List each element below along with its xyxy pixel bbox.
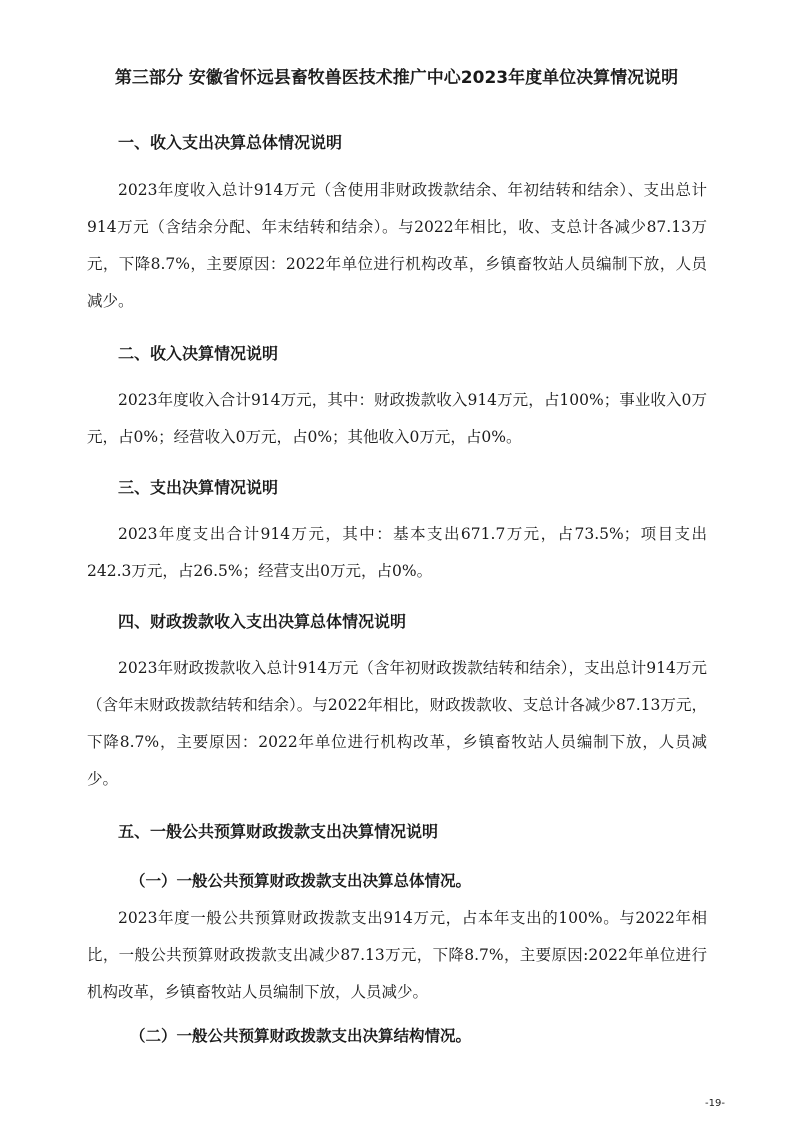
section-heading-1: 一、收入支出决算总体情况说明	[118, 133, 343, 152]
section-heading-5: 五、一般公共预算财政拨款支出决算情况说明	[118, 822, 439, 841]
section-paragraph-1: 2023年度收入总计914万元（含使用非财政拨款结余、年初结转和结余）、支出总计914万元（含结余分配、年末结转和结余）。与2022年相比，收、支总计各减少87.13万元，下降8.7%，主要原因：2022年单位进行机构改革，乡镇畜牧站人员编制下放，人员减少。	[87, 181, 707, 310]
section-heading-2: 二、收入决算情况说明	[118, 344, 279, 363]
section-heading-4: 四、财政拨款收入支出决算总体情况说明	[118, 612, 407, 631]
section-paragraph-3: 2023年度支出合计914万元，其中：基本支出671.7万元，占73.5%；项目支出242.3万元，占26.5%；经营支出0万元，占0%。	[87, 525, 707, 580]
page-number: -19-	[705, 1098, 725, 1109]
section-paragraph-2: 2023年度收入合计914万元，其中：财政拨款收入914万元，占100%；事业收入0万元，占0%；经营收入0万元，占0%；其他收入0万元，占0%。	[87, 391, 707, 446]
document-title: 第三部分 安徽省怀远县畜牧兽医技术推广中心2023年度单位决算情况说明	[114, 68, 679, 88]
section-heading-3: 三、支出决算情况说明	[118, 478, 279, 497]
subsection-paragraph-5-1: 2023年度一般公共预算财政拨款支出914万元，占本年支出的100%。与2022年相比，一般公共预算财政拨款支出减少87.13万元，下降8.7%，主要原因:2022年单位进行机构改革，乡镇畜牧站人员编制下放，人员减少。	[87, 909, 707, 1001]
subsection-heading-5-2: （二）一般公共预算财政拨款支出决算结构情况。	[130, 1026, 472, 1045]
subsection-heading-5-1: （一）一般公共预算财政拨款支出决算总体情况。	[130, 871, 472, 890]
section-paragraph-4: 2023年财政拨款收入总计914万元（含年初财政拨款结转和结余），支出总计914万元（含年末财政拨款结转和结余）。与2022年相比，财政拨款收、支总计各减少87.13万元，下降8.7%，主要原因：2022年单位进行机构改革，乡镇畜牧站人员编制下放，人员减少。	[87, 659, 707, 788]
